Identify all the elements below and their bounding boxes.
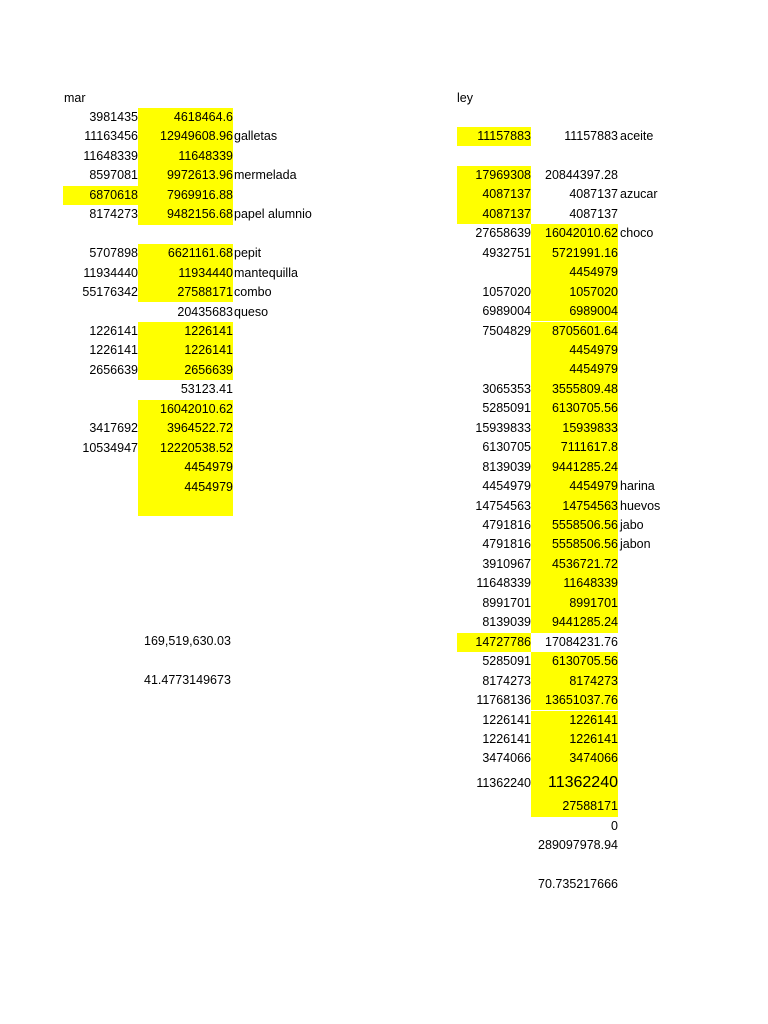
ley-label-cell[interactable]: jabon bbox=[620, 537, 651, 552]
mar-col-a-cell[interactable]: 10534947 bbox=[82, 440, 138, 455]
ley-col-a-cell[interactable] bbox=[457, 817, 531, 836]
ley-col-a-cell[interactable]: 15939833 bbox=[475, 420, 531, 435]
ley-col-a-cell[interactable]: 4454979 bbox=[482, 479, 531, 494]
mar-col-b-cell[interactable]: 2656639 bbox=[138, 361, 233, 380]
mar-col-b-cell[interactable]: 6621161.68 bbox=[138, 244, 233, 263]
mar-label-cell[interactable]: pepit bbox=[234, 246, 262, 261]
ley-col-a-cell[interactable]: 3910967 bbox=[482, 556, 531, 571]
ley-col-a-cell[interactable] bbox=[457, 836, 531, 855]
ley-col-a-cell[interactable]: 11157883 bbox=[457, 127, 531, 146]
mar-col-a-cell[interactable]: 8597081 bbox=[89, 168, 138, 183]
ley-label-cell[interactable]: aceite bbox=[620, 129, 654, 143]
ley-col-a-cell[interactable]: 1226141 bbox=[482, 731, 531, 746]
mar-col-b-cell[interactable]: 53123.41 bbox=[180, 382, 233, 397]
header-mar: mar bbox=[64, 91, 86, 105]
ley-col-b-cell[interactable]: 1226141 bbox=[531, 730, 618, 749]
ley-col-a-cell[interactable]: 17969308 bbox=[457, 166, 531, 185]
ley-label-cell[interactable]: huevos bbox=[620, 498, 661, 513]
mar-col-b-cell[interactable] bbox=[138, 225, 233, 244]
mar-col-a-cell[interactable]: 11163456 bbox=[84, 129, 138, 144]
ley-col-a-cell[interactable]: 14727786 bbox=[457, 633, 531, 652]
ley-col-b-cell[interactable] bbox=[531, 146, 618, 165]
ley-col-b-cell[interactable] bbox=[531, 856, 618, 875]
ley-col-a-cell[interactable]: 3474066 bbox=[482, 751, 531, 766]
mar-col-a-cell[interactable]: 6870618 bbox=[63, 186, 138, 205]
mar-label-cell[interactable]: combo bbox=[234, 285, 272, 300]
ley-col-b-cell[interactable]: 5558506.56 bbox=[531, 516, 618, 535]
ley-col-b-cell[interactable]: 11157883 bbox=[564, 129, 618, 143]
mar-col-a-cell[interactable]: 5707898 bbox=[89, 246, 138, 261]
mar-col-b-cell[interactable] bbox=[138, 497, 233, 516]
ley-col-a-cell[interactable]: 4087137 bbox=[457, 205, 531, 224]
ley-col-b-cell[interactable]: 3555809.48 bbox=[531, 380, 618, 399]
ley-col-a-cell[interactable] bbox=[457, 341, 531, 360]
mar-col-a-cell[interactable] bbox=[63, 380, 138, 399]
mar-col-a-cell[interactable]: 11648339 bbox=[83, 148, 138, 163]
mar-col-a-cell[interactable]: 1226141 bbox=[89, 323, 138, 338]
ley-col-a-cell[interactable]: 11648339 bbox=[476, 576, 531, 591]
mar-col-b-cell[interactable]: 12220538.52 bbox=[138, 439, 233, 458]
ley-col-a-cell[interactable]: 11362240 bbox=[476, 775, 531, 790]
mar-col-b-cell[interactable]: 9482156.68 bbox=[138, 205, 233, 224]
ley-col-a-cell[interactable]: 8139039 bbox=[482, 615, 531, 630]
ley-col-a-cell[interactable]: 4932751 bbox=[482, 245, 531, 260]
ley-col-a-cell[interactable]: 11768136 bbox=[476, 693, 531, 708]
ley-col-a-cell[interactable] bbox=[457, 146, 531, 165]
ley-col-b-cell[interactable]: 8991701 bbox=[531, 594, 618, 613]
ley-col-a-cell[interactable] bbox=[457, 856, 531, 875]
mar-col-a-cell[interactable]: 2656639 bbox=[89, 362, 138, 377]
ley-label-cell[interactable]: jabo bbox=[620, 518, 644, 532]
ley-col-b-cell[interactable]: 6130705.56 bbox=[531, 399, 618, 418]
mar-col-b-cell[interactable]: 7969916.88 bbox=[138, 186, 233, 205]
ley-col-b-cell[interactable]: 9441285.24 bbox=[531, 613, 618, 632]
mar-col-b-cell[interactable]: 16042010.62 bbox=[138, 400, 233, 419]
mar-col-b-cell[interactable]: 11934440 bbox=[138, 264, 233, 283]
mar-col-b-cell[interactable]: 27588171 bbox=[138, 283, 233, 302]
ley-col-a-cell[interactable]: 7504829 bbox=[482, 323, 531, 338]
ley-col-b-cell[interactable]: 6130705.56 bbox=[531, 652, 618, 671]
ley-label-cell[interactable]: harina bbox=[620, 479, 655, 494]
ley-col-a-cell[interactable] bbox=[457, 875, 531, 894]
ley-col-a-cell[interactable]: 8174273 bbox=[482, 673, 531, 688]
ley-col-b-cell[interactable]: 7111617.8 bbox=[531, 438, 618, 457]
mar-total: 169,519,630.03 bbox=[144, 634, 231, 648]
ley-col-b-cell[interactable]: 0 bbox=[611, 818, 618, 833]
ley-col-a-cell[interactable]: 8991701 bbox=[482, 595, 531, 610]
ley-col-b-cell[interactable]: 3474066 bbox=[531, 749, 618, 768]
mar-col-a-cell[interactable] bbox=[63, 225, 138, 244]
ley-col-a-cell[interactable] bbox=[457, 263, 531, 282]
ley-col-b-cell[interactable]: 16042010.62 bbox=[531, 224, 618, 243]
ley-col-a-cell[interactable]: 6989004 bbox=[482, 304, 531, 319]
mar-label-cell[interactable]: papel alumnio bbox=[234, 207, 312, 222]
mar-label-cell[interactable]: mantequilla bbox=[234, 265, 298, 280]
ley-col-a-cell[interactable]: 4087137 bbox=[457, 185, 531, 204]
ley-col-b-cell[interactable]: 14754563 bbox=[531, 497, 618, 516]
ley-col-b-cell[interactable]: 5721991.16 bbox=[531, 244, 618, 263]
ley-col-b-cell[interactable]: 9441285.24 bbox=[531, 458, 618, 477]
mar-col-a-cell[interactable]: 11934440 bbox=[83, 265, 138, 280]
mar-col-a-cell[interactable] bbox=[63, 497, 138, 516]
ley-col-b-cell[interactable]: 289097978.94 bbox=[538, 838, 618, 853]
ley-col-b-cell[interactable]: 8705601.64 bbox=[531, 322, 618, 341]
header-ley: ley bbox=[457, 91, 473, 105]
mar-col-a-cell[interactable]: 3417692 bbox=[89, 421, 138, 436]
ley-col-b-cell[interactable]: 4087137 bbox=[569, 206, 618, 221]
ley-col-b-cell[interactable]: 4454979 bbox=[531, 263, 618, 282]
mar-col-b-cell[interactable]: 20435683 bbox=[177, 304, 233, 319]
ley-col-b-cell[interactable]: 1057020 bbox=[531, 283, 618, 302]
ley-col-a-cell[interactable]: 1226141 bbox=[482, 712, 531, 727]
mar-col-b-cell[interactable]: 4618464.6 bbox=[138, 108, 233, 127]
mar-col-b-cell[interactable]: 1226141 bbox=[138, 341, 233, 360]
mar-label-cell[interactable]: galletas bbox=[234, 129, 278, 144]
ley-col-b-cell[interactable]: 4454979 bbox=[531, 360, 618, 379]
ley-col-b-cell[interactable]: 11648339 bbox=[531, 574, 618, 593]
mar-col-b-cell[interactable]: 4454979 bbox=[138, 458, 233, 477]
ley-col-b-cell[interactable]: 11362240 bbox=[531, 769, 618, 797]
mar-col-b-cell[interactable]: 3964522.72 bbox=[138, 419, 233, 438]
mar-col-a-cell[interactable] bbox=[63, 303, 138, 322]
ley-col-a-cell[interactable]: 5285091 bbox=[482, 401, 531, 416]
mar-col-a-cell[interactable]: 8174273 bbox=[89, 207, 138, 222]
ley-col-a-cell[interactable]: 14754563 bbox=[475, 498, 531, 513]
ley-col-a-cell[interactable]: 5285091 bbox=[482, 654, 531, 669]
mar-col-a-cell[interactable]: 1226141 bbox=[89, 343, 138, 358]
mar-col-a-cell[interactable]: 55176342 bbox=[82, 285, 138, 300]
mar-col-b-cell[interactable]: 4454979 bbox=[138, 478, 233, 497]
ley-col-b-cell[interactable]: 5558506.56 bbox=[531, 535, 618, 554]
ley-label-cell[interactable]: azucar bbox=[620, 187, 658, 202]
ley-col-b-cell[interactable]: 27588171 bbox=[531, 797, 618, 816]
mar-col-b-cell[interactable]: 9972613.96 bbox=[138, 166, 233, 185]
ley-col-b-cell[interactable]: 4536721.72 bbox=[531, 555, 618, 574]
ley-col-a-cell[interactable]: 4791816 bbox=[482, 537, 531, 552]
ley-col-a-cell[interactable]: 4791816 bbox=[482, 518, 531, 532]
ley-col-b-cell[interactable]: 70.735217666 bbox=[538, 877, 618, 892]
ley-col-b-cell[interactable]: 20844397.28 bbox=[545, 167, 618, 182]
ley-col-a-cell[interactable] bbox=[457, 360, 531, 379]
ley-col-a-cell[interactable]: 8139039 bbox=[482, 459, 531, 474]
mar-col-a-cell[interactable] bbox=[63, 458, 138, 477]
mar-col-a-cell[interactable] bbox=[63, 478, 138, 497]
ley-col-b-cell[interactable]: 4454979 bbox=[531, 341, 618, 360]
ley-col-a-cell[interactable]: 6130705 bbox=[482, 440, 531, 455]
mar-label-cell[interactable]: mermelada bbox=[234, 168, 297, 183]
mar-col-b-cell[interactable]: 1226141 bbox=[138, 322, 233, 341]
ley-col-b-cell[interactable]: 13651037.76 bbox=[531, 691, 618, 710]
ley-col-b-cell[interactable]: 1226141 bbox=[531, 711, 618, 730]
ley-col-b-cell[interactable]: 4087137 bbox=[569, 187, 618, 202]
mar-col-a-cell[interactable]: 3981435 bbox=[89, 110, 138, 124]
mar-ratio: 41.4773149673 bbox=[144, 673, 231, 687]
ley-col-a-cell[interactable] bbox=[457, 797, 531, 816]
ley-label-cell[interactable]: choco bbox=[620, 226, 654, 241]
mar-col-b-cell[interactable]: 12949608.96 bbox=[138, 127, 233, 146]
mar-label-cell[interactable]: queso bbox=[234, 304, 269, 319]
ley-col-b-cell[interactable]: 8174273 bbox=[531, 672, 618, 691]
ley-col-a-cell[interactable]: 27658639 bbox=[475, 226, 531, 241]
ley-col-b-cell[interactable]: 15939833 bbox=[531, 419, 618, 438]
ley-col-b-cell[interactable]: 4454979 bbox=[531, 477, 618, 496]
mar-col-a-cell[interactable] bbox=[63, 400, 138, 419]
ley-col-b-cell[interactable]: 6989004 bbox=[531, 302, 618, 321]
mar-col-b-cell[interactable]: 11648339 bbox=[138, 147, 233, 166]
ley-col-b-cell[interactable]: 17084231.76 bbox=[545, 634, 618, 649]
ley-col-a-cell[interactable]: 1057020 bbox=[482, 284, 531, 299]
ley-col-a-cell[interactable]: 3065353 bbox=[482, 381, 531, 396]
